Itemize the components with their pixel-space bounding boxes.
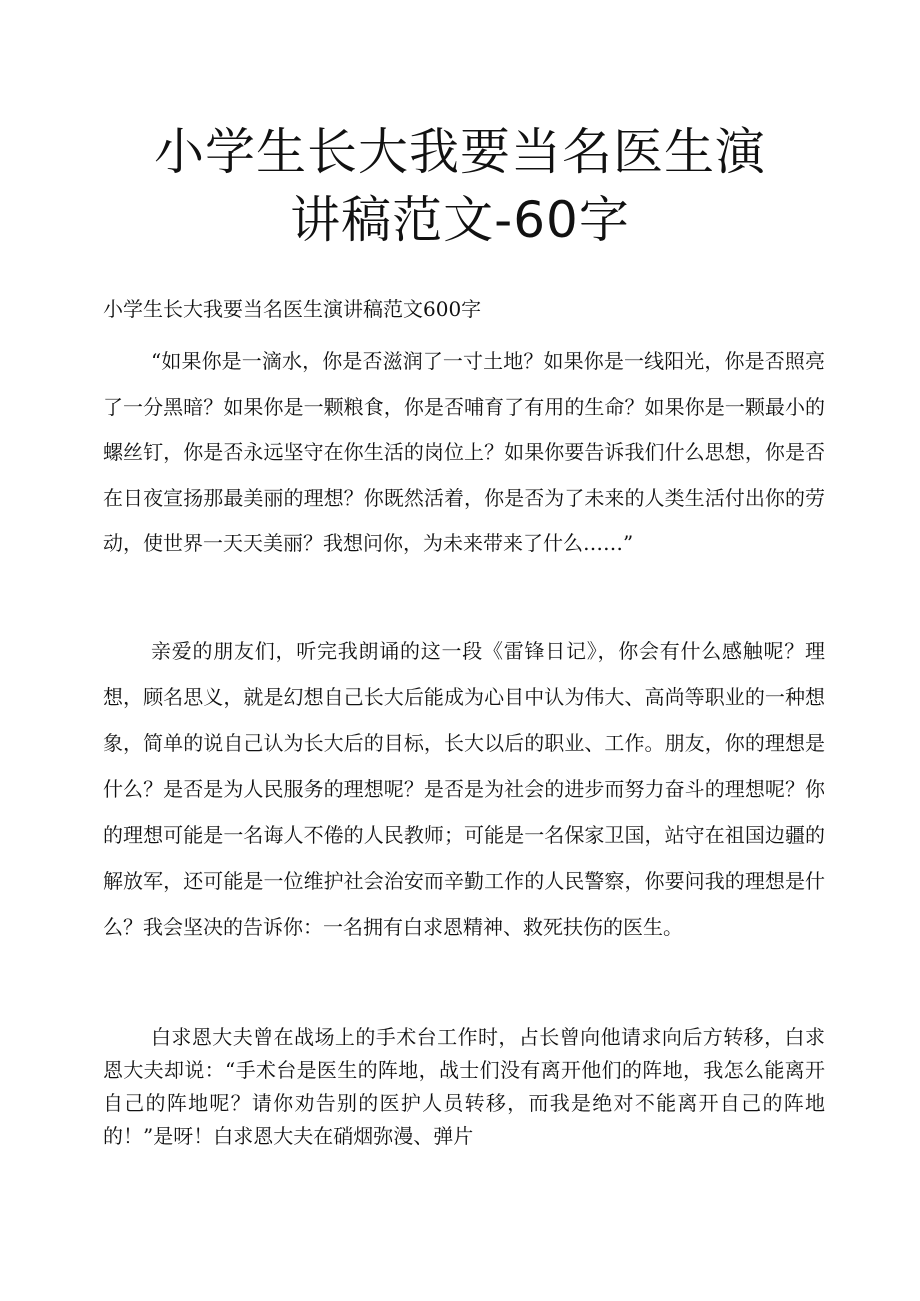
- document-subtitle: 小学生长大我要当名医生演讲稿范文600字: [103, 297, 482, 321]
- title-line-2: 讲稿范文-60字: [290, 191, 630, 249]
- paragraph-ideals: 亲爱的朋友们，听完我朗诵的这一段《雷锋日记》，你会有什么感触呢？理想，顾名思义，就是幻想自己长大后能成为心目中认为伟大、高尚等职业的一种想象，简单的说自己认为长大后的目标，长大以后的职业、工作。朋友，你的理想是什么？是否是为人民服务的理想呢？是否是为社会的进步而努力奋斗的理想呢？你的理想可能是一名诲人不倦的人民教师；可能是一名保家卫国，站守在祖国边疆的解放军，还可能是一位维护社会治安而辛勤工作的人民警察，你要问我的理想是什么？我会坚决的告诉你：一名拥有白求恩精神、救死扶伤的医生。: [103, 639, 825, 939]
- title-line-1: 小学生长大我要当名医生演: [154, 123, 766, 181]
- paragraph-quote: “如果你是一滴水，你是否滋润了一寸土地？如果你是一线阳光，你是否照亮了一分黑暗？如果你是一颗粮食，你是否哺育了有用的生命？如果你是一颗最小的螺丝钉，你是否永远坚守在你生活的岗位上？如果你要告诉我们什么思想，你是否在日夜宣扬那最美丽的理想？你既然活着，你是否为了未来的人类生活付出你的劳动，使世界一天天美丽？我想问你，为未来带来了什么……”: [103, 349, 825, 555]
- paragraph-bethune: 白求恩大夫曾在战场上的手术台工作时，占长曾向他请求向后方转移，白求恩大夫却说：“手术台是医生的阵地，战士们没有离开他们的阵地，我怎么能离开自己的阵地呢？请你劝告别的医护人员转移，而我是绝对不能离开自己的阵地的！”是呀！白求恩大夫在硝烟弥漫、弹片: [103, 1025, 825, 1148]
- document-title: [80, 118, 840, 254]
